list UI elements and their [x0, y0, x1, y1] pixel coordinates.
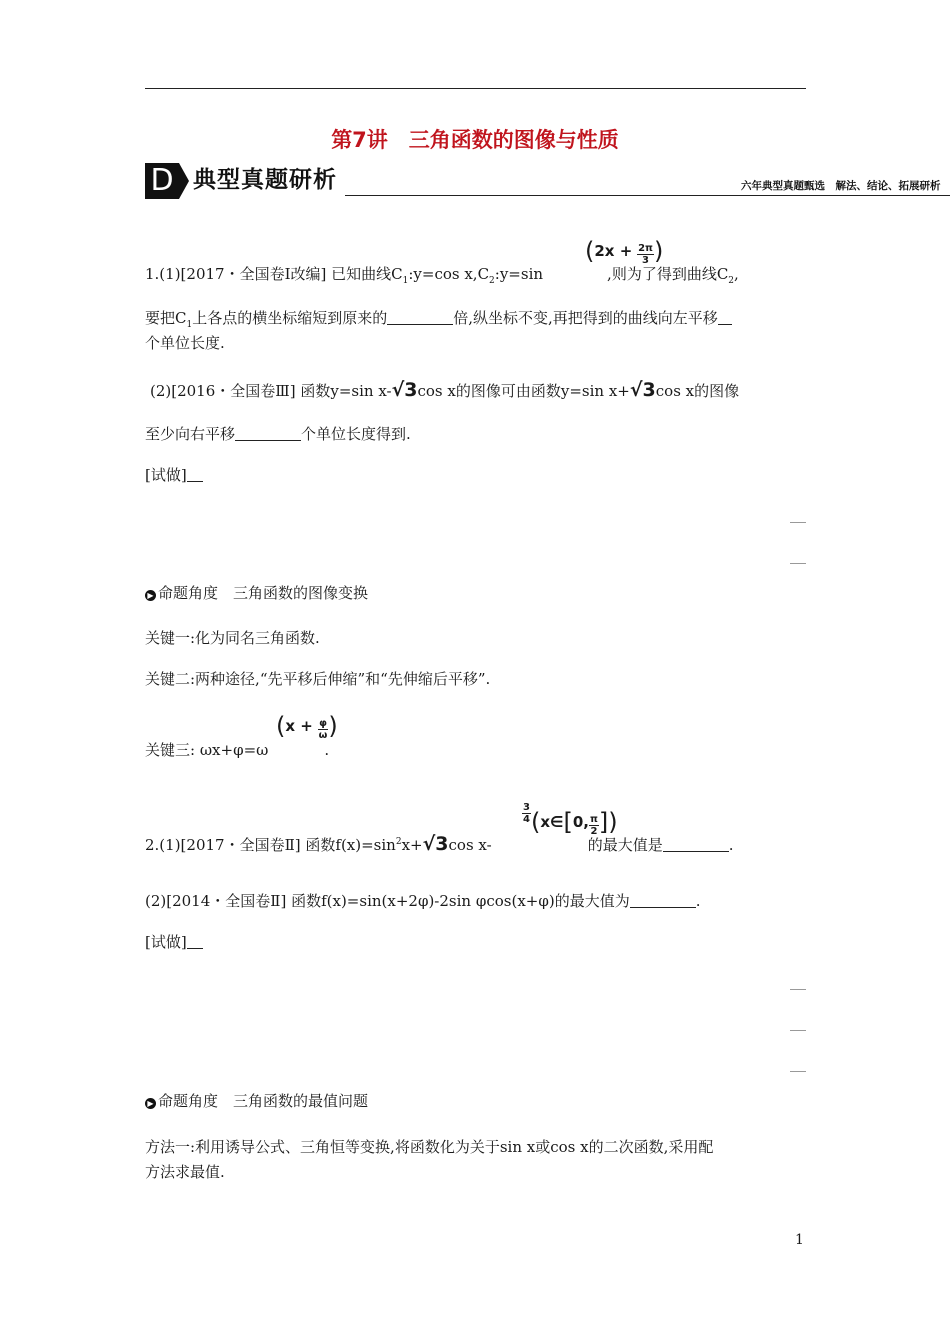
answer-blank[interactable]: [630, 893, 696, 908]
play-circle-icon: ▶: [145, 590, 156, 601]
banner-rule: [345, 195, 950, 196]
answer-blank[interactable]: [387, 310, 453, 325]
angle1-key1: 关键一:化为同名三角函数.: [145, 629, 320, 647]
fraction-2pi-over-3: $\frac{2\pi}{3}$: [638, 243, 653, 266]
angle2-method1-line2: 方法求最值.: [145, 1163, 225, 1181]
q1-phase-expression: (2x + $\frac{2\pi}{3}$ ): [585, 237, 664, 266]
answer-blank[interactable]: [187, 467, 203, 482]
fraction-phi-over-omega: $\frac{\varphi}{\omega}$: [318, 718, 328, 741]
q1-part1-line3: 个单位长度.: [145, 334, 225, 352]
angle1-key2: 关键二:两种途径,“先平移后伸缩”和“先伸缩后平移”.: [145, 670, 491, 688]
play-circle-icon: ▶: [145, 1098, 156, 1109]
q1-part1-line2: 要把$C_1$上各点的横坐标缩短到原来的 倍,纵坐标不变,再把得到的曲线向左平移: [145, 308, 732, 335]
section-badge: D: [145, 163, 179, 199]
page-title: 第7讲 三角函数的图像与性质: [331, 128, 619, 152]
margin-dash: [790, 989, 806, 990]
fraction-3-over-4: $\frac{3}{4}$: [523, 802, 530, 825]
q2-part1-line: 2.(1)[2017・全国卷Ⅱ] 函数$f(x)=\sin^2x+√3\cos$ x- 的最大值是 .: [145, 833, 734, 855]
margin-dash: [790, 522, 806, 523]
q1-part1-line1: 1.(1)[2017・全国卷Ⅰ改编] 已知曲线$C_1:y=\cos$ $x,C_2:y=\sin$ ,则为了得到曲线$C_2$,: [145, 265, 739, 286]
q2-part2-line: (2)[2014・全国卷Ⅱ] 函数f(x)=sin(x+2φ)-2sin φcos(x+φ)的最大值为 .: [145, 892, 701, 910]
k3-expression: (x + $\frac{\varphi}{\omega}$ ): [276, 712, 338, 741]
answer-blank[interactable]: [718, 310, 732, 325]
q1-part2-line1: (2)[2016・全国卷Ⅲ] 函数y=sin x-√3cos x的图像可由函数y=sin x+√3cos x的图像: [150, 379, 740, 401]
q1-try-area: [试做]: [145, 465, 203, 485]
angle1-key3: 关键三: ωx+φ=ω .: [145, 741, 330, 759]
margin-dash: [790, 1030, 806, 1031]
q2-try-area: [试做]: [145, 932, 203, 952]
answer-blank[interactable]: [235, 426, 301, 441]
q1-part2-line2: 至少向右平移 个单位长度得到.: [145, 425, 411, 443]
q2-interval-expression: $\frac{3}{4}$ (x∈[0, $\frac{\pi}{2}$ ]): [523, 802, 618, 837]
answer-blank[interactable]: [187, 934, 203, 949]
angle2-method1-line1: 方法一:利用诱导公式、三角恒等变换,将函数化为关于sin x或cos x的二次函数,采用配: [145, 1138, 714, 1156]
answer-blank[interactable]: [663, 837, 729, 852]
margin-dash: [790, 1071, 806, 1072]
section-heading: 典型真题研析: [193, 167, 337, 193]
page-number: 1: [795, 1232, 804, 1248]
margin-dash: [790, 563, 806, 564]
badge-arrow-icon: [179, 163, 189, 199]
angle2-label: ▶ 命题角度 三角函数的最值问题: [145, 1091, 368, 1111]
section-subtitle: 六年典型真题甄选 解法、结论、拓展研析: [741, 180, 941, 192]
angle1-label: ▶ 命题角度 三角函数的图像变换: [145, 583, 368, 603]
fraction-pi-over-2: $\frac{\pi}{2}$: [589, 814, 598, 837]
section-banner: [145, 161, 950, 201]
top-rule: [145, 88, 806, 89]
